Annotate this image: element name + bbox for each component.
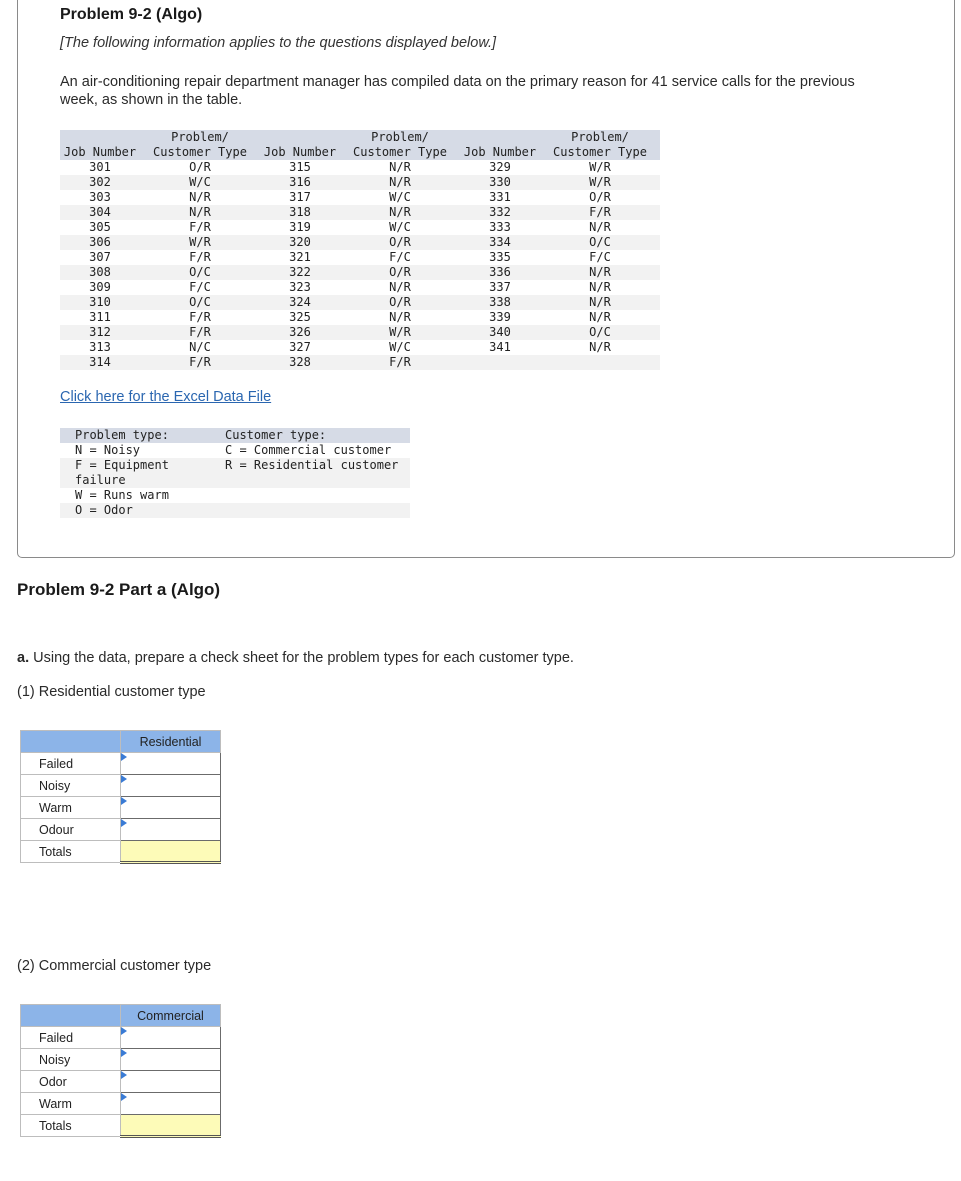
- cell-marker-icon: [121, 1049, 127, 1057]
- commercial-warm-input[interactable]: [121, 1093, 220, 1114]
- cell-marker-icon: [121, 1027, 127, 1035]
- row-label: Noisy: [21, 1049, 121, 1071]
- problem-customer-cell: O/R: [340, 235, 460, 250]
- problem-title: Problem 9-2 (Algo): [60, 6, 203, 23]
- column-header: Customer Type: [340, 145, 460, 160]
- answer-cell: [121, 1071, 221, 1093]
- job-number-cell: 322: [260, 265, 340, 280]
- problem-customer-cell: N/R: [540, 295, 660, 310]
- problem-customer-cell: O/R: [340, 265, 460, 280]
- problem-customer-cell: F/R: [140, 250, 260, 265]
- problem-customer-cell: F/R: [340, 355, 460, 370]
- cell-marker-icon: [121, 1093, 127, 1101]
- job-number-cell: 318: [260, 205, 340, 220]
- problem-customer-cell: W/R: [540, 160, 660, 175]
- excel-data-file-link[interactable]: Click here for the Excel Data File: [60, 389, 272, 405]
- problem-customer-cell: F/R: [140, 355, 260, 370]
- problem-customer-cell: N/R: [340, 310, 460, 325]
- problem-customer-cell: O/R: [340, 295, 460, 310]
- residential-check-sheet: [20, 730, 221, 864]
- job-number-cell: 328: [260, 355, 340, 370]
- job-number-cell: 333: [460, 220, 540, 235]
- check-row: [21, 1093, 221, 1115]
- job-number-cell: 316: [260, 175, 340, 190]
- cell-marker-icon: [121, 1071, 127, 1079]
- commercial-check-sheet: [20, 1004, 221, 1138]
- answer-cell: [121, 775, 221, 797]
- job-number-cell: 303: [60, 190, 140, 205]
- job-number-cell: 302: [60, 175, 140, 190]
- cell-marker-icon: [121, 775, 127, 783]
- totals-label: Totals: [21, 841, 121, 863]
- answer-cell: [121, 753, 221, 775]
- job-number-cell: 329: [460, 160, 540, 175]
- problem-customer-cell: N/R: [340, 160, 460, 175]
- job-number-cell: 339: [460, 310, 540, 325]
- job-number-cell: 326: [260, 325, 340, 340]
- job-number-cell: 312: [60, 325, 140, 340]
- problem-customer-cell: W/R: [340, 325, 460, 340]
- cell-marker-icon: [121, 753, 127, 761]
- job-number-cell: 305: [60, 220, 140, 235]
- job-number-cell: 327: [260, 340, 340, 355]
- job-number-cell: 338: [460, 295, 540, 310]
- table-row: [60, 325, 660, 340]
- job-number-cell: 335: [460, 250, 540, 265]
- job-number-cell: 301: [60, 160, 140, 175]
- problem-customer-cell: N/R: [340, 280, 460, 295]
- legend-customer-type: R = Residential customer: [210, 458, 410, 488]
- table-row: [60, 190, 660, 205]
- problem-customer-cell: N/R: [540, 310, 660, 325]
- table-row: [60, 205, 660, 220]
- column-header: [460, 130, 540, 145]
- row-label: Noisy: [21, 775, 121, 797]
- problem-customer-cell: F/C: [140, 280, 260, 295]
- row-label-header: [21, 1005, 121, 1027]
- service-calls-table: [60, 130, 660, 370]
- job-number-cell: 306: [60, 235, 140, 250]
- problem-customer-cell: O/C: [540, 235, 660, 250]
- column-header: Job Number: [460, 145, 540, 160]
- check-row: [21, 775, 221, 797]
- residential-warm-input[interactable]: [121, 797, 220, 818]
- commercial-failed-input[interactable]: [121, 1027, 220, 1048]
- column-header: Problem/: [340, 130, 460, 145]
- problem-customer-cell: N/R: [540, 280, 660, 295]
- residential-column-header: Residential: [121, 731, 221, 753]
- row-label: Odor: [21, 1071, 121, 1093]
- table-header-row-1: [60, 130, 660, 145]
- legend-problem-type: O = Odor: [60, 503, 210, 518]
- problem-customer-cell: W/C: [340, 340, 460, 355]
- job-number-cell: 315: [260, 160, 340, 175]
- table-row: [60, 175, 660, 190]
- column-header: Job Number: [260, 145, 340, 160]
- check-row: [21, 1049, 221, 1071]
- cell-marker-icon: [121, 819, 127, 827]
- job-number-cell: 321: [260, 250, 340, 265]
- residential-noisy-input[interactable]: [121, 775, 220, 796]
- row-label: Warm: [21, 797, 121, 819]
- problem-customer-cell: W/C: [340, 190, 460, 205]
- row-label: Warm: [21, 1093, 121, 1115]
- residential-section-label: (1) Residential customer type: [17, 684, 206, 700]
- job-number-cell: 341: [460, 340, 540, 355]
- job-number-cell: 313: [60, 340, 140, 355]
- column-header: Job Number: [60, 145, 140, 160]
- job-number-cell: 334: [460, 235, 540, 250]
- problem-customer-cell: O/C: [140, 295, 260, 310]
- problem-customer-cell: F/C: [540, 250, 660, 265]
- job-number-cell: 324: [260, 295, 340, 310]
- job-number-cell: [460, 355, 540, 370]
- problem-customer-cell: O/R: [540, 190, 660, 205]
- column-header: [260, 130, 340, 145]
- problem-customer-cell: O/C: [140, 265, 260, 280]
- problem-customer-cell: N/R: [540, 340, 660, 355]
- problem-customer-cell: W/C: [140, 175, 260, 190]
- row-label-header: [21, 731, 121, 753]
- job-number-cell: 307: [60, 250, 140, 265]
- job-number-cell: 317: [260, 190, 340, 205]
- answer-cell: [121, 819, 221, 841]
- commercial-totals-cell: [121, 1115, 221, 1137]
- check-row: [21, 753, 221, 775]
- row-label: Odour: [21, 819, 121, 841]
- legend-customer-type: C = Commercial customer: [210, 443, 410, 458]
- commercial-odor-input[interactable]: [121, 1071, 220, 1092]
- table-row: [60, 250, 660, 265]
- check-row: [21, 819, 221, 841]
- legend-problem-type: F = Equipment failure: [60, 458, 210, 488]
- table-row: [60, 355, 660, 370]
- job-number-cell: 314: [60, 355, 140, 370]
- table-row: [60, 295, 660, 310]
- check-row: [21, 1071, 221, 1093]
- column-header: [60, 130, 140, 145]
- problem-customer-cell: O/R: [140, 160, 260, 175]
- legend-problem-type: W = Runs warm: [60, 488, 210, 503]
- legend-table: [60, 428, 410, 518]
- job-number-cell: 310: [60, 295, 140, 310]
- job-number-cell: 330: [460, 175, 540, 190]
- job-number-cell: 325: [260, 310, 340, 325]
- column-header: Problem/: [540, 130, 660, 145]
- totals-row: [21, 841, 221, 863]
- legend-empty-cell: [210, 503, 410, 518]
- column-header: Customer Type: [140, 145, 260, 160]
- problem-customer-cell: [540, 355, 660, 370]
- table-row: [60, 235, 660, 250]
- part-instruction: [17, 650, 574, 666]
- job-number-cell: 311: [60, 310, 140, 325]
- table-row: [60, 160, 660, 175]
- table-row: [60, 280, 660, 295]
- row-label: Failed: [21, 753, 121, 775]
- row-label: Failed: [21, 1027, 121, 1049]
- legend-customer-header: Customer type:: [210, 428, 410, 443]
- legend-problem-type: N = Noisy: [60, 443, 210, 458]
- job-number-cell: 340: [460, 325, 540, 340]
- problem-customer-cell: N/R: [140, 205, 260, 220]
- table-row: [60, 265, 660, 280]
- instruction-text: Using the data, prepare a check sheet for the problem types for each customer type.: [33, 650, 574, 666]
- problem-customer-cell: F/C: [340, 250, 460, 265]
- problem-customer-cell: W/R: [540, 175, 660, 190]
- job-number-cell: 323: [260, 280, 340, 295]
- problem-customer-cell: N/C: [140, 340, 260, 355]
- job-number-cell: 309: [60, 280, 140, 295]
- job-number-cell: 331: [460, 190, 540, 205]
- problem-customer-cell: W/C: [340, 220, 460, 235]
- commercial-column-header: Commercial: [121, 1005, 221, 1027]
- problem-customer-cell: F/R: [140, 325, 260, 340]
- job-number-cell: 337: [460, 280, 540, 295]
- problem-customer-cell: N/R: [540, 220, 660, 235]
- table-row: [60, 220, 660, 235]
- cell-marker-icon: [121, 797, 127, 805]
- answer-cell: [121, 1093, 221, 1115]
- problem-customer-cell: W/R: [140, 235, 260, 250]
- problem-intro: An air-conditioning repair department manager has compiled data on the primary reason for 41 service calls for the previous week, as shown in the table.: [60, 74, 855, 108]
- totals-row: [21, 1115, 221, 1137]
- legend-problem-header: Problem type:: [60, 428, 210, 443]
- check-row: [21, 797, 221, 819]
- problem-customer-cell: N/R: [340, 175, 460, 190]
- table-row: [60, 340, 660, 355]
- job-number-cell: 332: [460, 205, 540, 220]
- table-row: [60, 310, 660, 325]
- job-number-cell: 336: [460, 265, 540, 280]
- column-header: Customer Type: [540, 145, 660, 160]
- answer-cell: [121, 1049, 221, 1071]
- totals-label: Totals: [21, 1115, 121, 1137]
- problem-customer-cell: F/R: [540, 205, 660, 220]
- legend-empty-cell: [210, 488, 410, 503]
- table-header-row-2: [60, 145, 660, 160]
- answer-cell: [121, 797, 221, 819]
- job-number-cell: 308: [60, 265, 140, 280]
- problem-subtitle: [The following information applies to the questions displayed below.]: [60, 35, 497, 51]
- residential-odour-input[interactable]: [121, 819, 220, 840]
- residential-totals-cell: [121, 841, 221, 863]
- answer-cell: [121, 1027, 221, 1049]
- problem-customer-cell: O/C: [540, 325, 660, 340]
- problem-customer-cell: F/R: [140, 310, 260, 325]
- commercial-section-label: (2) Commercial customer type: [17, 958, 212, 974]
- column-header: Problem/: [140, 130, 260, 145]
- instruction-label: a.: [17, 650, 30, 666]
- check-row: [21, 1027, 221, 1049]
- problem-customer-cell: F/R: [140, 220, 260, 235]
- problem-customer-cell: N/R: [140, 190, 260, 205]
- job-number-cell: 320: [260, 235, 340, 250]
- residential-failed-input[interactable]: [121, 753, 220, 774]
- commercial-noisy-input[interactable]: [121, 1049, 220, 1070]
- job-number-cell: 304: [60, 205, 140, 220]
- problem-customer-cell: N/R: [340, 205, 460, 220]
- part-title: Problem 9-2 Part a (Algo): [17, 580, 221, 599]
- problem-customer-cell: N/R: [540, 265, 660, 280]
- job-number-cell: 319: [260, 220, 340, 235]
